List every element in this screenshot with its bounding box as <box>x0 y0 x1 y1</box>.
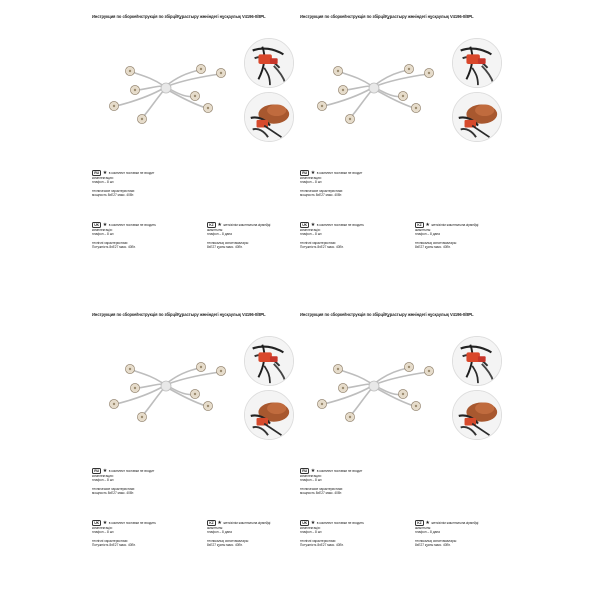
chandelier-illustration <box>310 344 440 429</box>
ru-specs-label: технические характеристики: <box>92 486 136 491</box>
uk-not-included-note: в комплект поставки не входить <box>316 520 365 525</box>
ru-not-included-note: в комплект поставки не входит <box>108 170 155 175</box>
chandelier-illustration <box>310 46 440 131</box>
ru-contents-value: плафон – 8 шт. <box>300 180 323 185</box>
kz-specs-value: 8xE27 қуаты макс. 40Вт. <box>415 543 451 548</box>
kz-specs-value: 8xE27 қуаты макс. 40Вт. <box>207 245 243 250</box>
kz-language-badge: KZ <box>207 222 216 228</box>
ru-contents-label: комплектация: <box>300 474 322 478</box>
chandelier-illustration <box>102 344 232 429</box>
ru-specs-value: мощность 8xE27 макс. 40Вт. <box>300 491 342 496</box>
uk-contents-value: плафон – 8 шт. <box>300 530 323 535</box>
kz-not-included-note: жеткізілім жиынтығына кірмейді <box>223 520 271 525</box>
assembly-photo <box>244 92 294 142</box>
uk-contents-label: комплектація: <box>92 526 113 530</box>
kz-specs-label: техникалық сипаттамалары: <box>415 538 457 543</box>
wiring-photo <box>244 336 294 386</box>
star-icon: ★ <box>425 222 430 228</box>
ru-specs-value: мощность 8xE27 макс. 40Вт. <box>92 491 134 496</box>
uk-contents-label: комплектація: <box>92 228 113 232</box>
kz-specs-label: техникалық сипаттамалары: <box>415 240 457 245</box>
star-icon: ★ <box>102 222 108 228</box>
star-icon: ★ <box>217 520 222 526</box>
assembly-photo <box>244 390 294 440</box>
instruction-title: Инструкция по сборке/Інструкція по збірці/Құрастыру жөніндегі нұсқаулық V4196-0/8PL <box>92 312 266 317</box>
star-icon: ★ <box>425 520 430 526</box>
uk-contents-value: плафон – 8 шт. <box>300 232 323 237</box>
ru-contents-label: комплектация: <box>92 474 114 478</box>
uk-section <box>300 222 364 250</box>
instruction-panel <box>300 312 508 577</box>
kz-section <box>207 222 270 250</box>
ru-language-badge: RU <box>92 468 101 474</box>
instruction-title: Инструкция по сборке/Інструкція по збірці/Құрастыру жөніндегі нұсқаулық V4196-0/8PL <box>300 312 474 317</box>
kz-language-badge: KZ <box>207 520 216 526</box>
kz-not-included-note: жеткізілім жиынтығына кірмейді <box>431 520 479 525</box>
kz-contents-label: жиынтығы: <box>207 228 224 232</box>
ru-not-included-note: в комплект поставки не входит <box>316 170 363 175</box>
star-icon: ★ <box>217 222 222 228</box>
ru-specs-value: мощность 8xE27 макс. 40Вт. <box>92 193 134 198</box>
kz-contents-label: жиынтығы: <box>207 526 224 530</box>
wiring-photo <box>244 38 294 88</box>
ru-not-included-note: в комплект поставки не входит <box>316 468 363 473</box>
uk-specs-value: Потужність 8xE27 макс. 40Вт. <box>300 543 344 548</box>
ru-specs-label: технические характеристики: <box>92 188 136 193</box>
ru-section <box>92 170 154 198</box>
uk-contents-value: плафон – 8 шт. <box>92 530 115 535</box>
uk-specs-value: Потужність 8xE27 макс. 40Вт. <box>300 245 344 250</box>
ru-language-badge: RU <box>300 170 309 176</box>
ru-specs-label: технические характеристики: <box>300 486 344 491</box>
uk-specs-label: технічні характеристики: <box>300 240 337 245</box>
instruction-panel <box>92 14 300 279</box>
kz-specs-value: 8xE27 қуаты макс. 40Вт. <box>207 543 243 548</box>
kz-specs-label: техникалық сипаттамалары: <box>207 538 249 543</box>
uk-section <box>92 520 156 548</box>
instruction-panel <box>92 312 300 577</box>
kz-section <box>207 520 270 548</box>
uk-specs-label: технічні характеристики: <box>92 240 129 245</box>
ru-language-badge: RU <box>92 170 101 176</box>
uk-specs-label: технічні характеристики: <box>92 538 129 543</box>
uk-not-included-note: в комплект поставки не входить <box>108 222 157 227</box>
kz-contents-value: плафон – 8 дана <box>207 530 232 535</box>
uk-language-badge: UK <box>92 222 101 228</box>
instruction-title: Инструкция по сборке/Інструкція по збірці/Құрастыру жөніндегі нұсқаулық V4196-0/8PL <box>300 14 474 19</box>
wiring-photo <box>452 38 502 88</box>
star-icon: ★ <box>310 520 316 526</box>
ru-section <box>92 468 154 496</box>
star-icon: ★ <box>310 222 316 228</box>
kz-contents-label: жиынтығы: <box>415 228 432 232</box>
ru-specs-value: мощность 8xE27 макс. 40Вт. <box>300 193 342 198</box>
uk-language-badge: UK <box>92 520 101 526</box>
uk-contents-label: комплектація: <box>300 228 321 232</box>
kz-contents-value: плафон – 8 дана <box>207 232 232 237</box>
kz-language-badge: KZ <box>415 222 424 228</box>
ru-not-included-note: в комплект поставки не входит <box>108 468 155 473</box>
uk-section <box>92 222 156 250</box>
kz-section <box>415 222 478 250</box>
wiring-photo <box>452 336 502 386</box>
ru-contents-label: комплектация: <box>92 176 114 180</box>
uk-section <box>300 520 364 548</box>
assembly-photo <box>452 92 502 142</box>
ru-contents-value: плафон – 8 шт. <box>92 180 115 185</box>
uk-specs-value: Потужність 8xE27 макс. 40Вт. <box>92 245 136 250</box>
kz-not-included-note: жеткізілім жиынтығына кірмейді <box>223 222 271 227</box>
kz-specs-value: 8xE27 қуаты макс. 40Вт. <box>415 245 451 250</box>
uk-contents-value: плафон – 8 шт. <box>92 232 115 237</box>
ru-contents-label: комплектация: <box>300 176 322 180</box>
kz-not-included-note: жеткізілім жиынтығына кірмейді <box>431 222 479 227</box>
uk-language-badge: UK <box>300 222 309 228</box>
uk-contents-label: комплектація: <box>300 526 321 530</box>
ru-section <box>300 468 362 496</box>
star-icon: ★ <box>102 468 108 474</box>
kz-contents-value: плафон – 8 дана <box>415 232 440 237</box>
kz-language-badge: KZ <box>415 520 424 526</box>
uk-specs-value: Потужність 8xE27 макс. 40Вт. <box>92 543 136 548</box>
star-icon: ★ <box>310 170 316 176</box>
kz-contents-label: жиынтығы: <box>415 526 432 530</box>
chandelier-illustration <box>102 46 232 131</box>
ru-contents-value: плафон – 8 шт. <box>300 478 323 483</box>
star-icon: ★ <box>102 520 108 526</box>
uk-language-badge: UK <box>300 520 309 526</box>
star-icon: ★ <box>310 468 316 474</box>
uk-not-included-note: в комплект поставки не входить <box>108 520 157 525</box>
ru-contents-value: плафон – 8 шт. <box>92 478 115 483</box>
kz-contents-value: плафон – 8 дана <box>415 530 440 535</box>
star-icon: ★ <box>102 170 108 176</box>
uk-not-included-note: в комплект поставки не входить <box>316 222 365 227</box>
instruction-title: Инструкция по сборке/Інструкція по збірці/Құрастыру жөніндегі нұсқаулық V4196-0/8PL <box>92 14 266 19</box>
kz-section <box>415 520 478 548</box>
ru-specs-label: технические характеристики: <box>300 188 344 193</box>
ru-section <box>300 170 362 198</box>
kz-specs-label: техникалық сипаттамалары: <box>207 240 249 245</box>
instruction-panel <box>300 14 508 279</box>
assembly-photo <box>452 390 502 440</box>
ru-language-badge: RU <box>300 468 309 474</box>
uk-specs-label: технічні характеристики: <box>300 538 337 543</box>
